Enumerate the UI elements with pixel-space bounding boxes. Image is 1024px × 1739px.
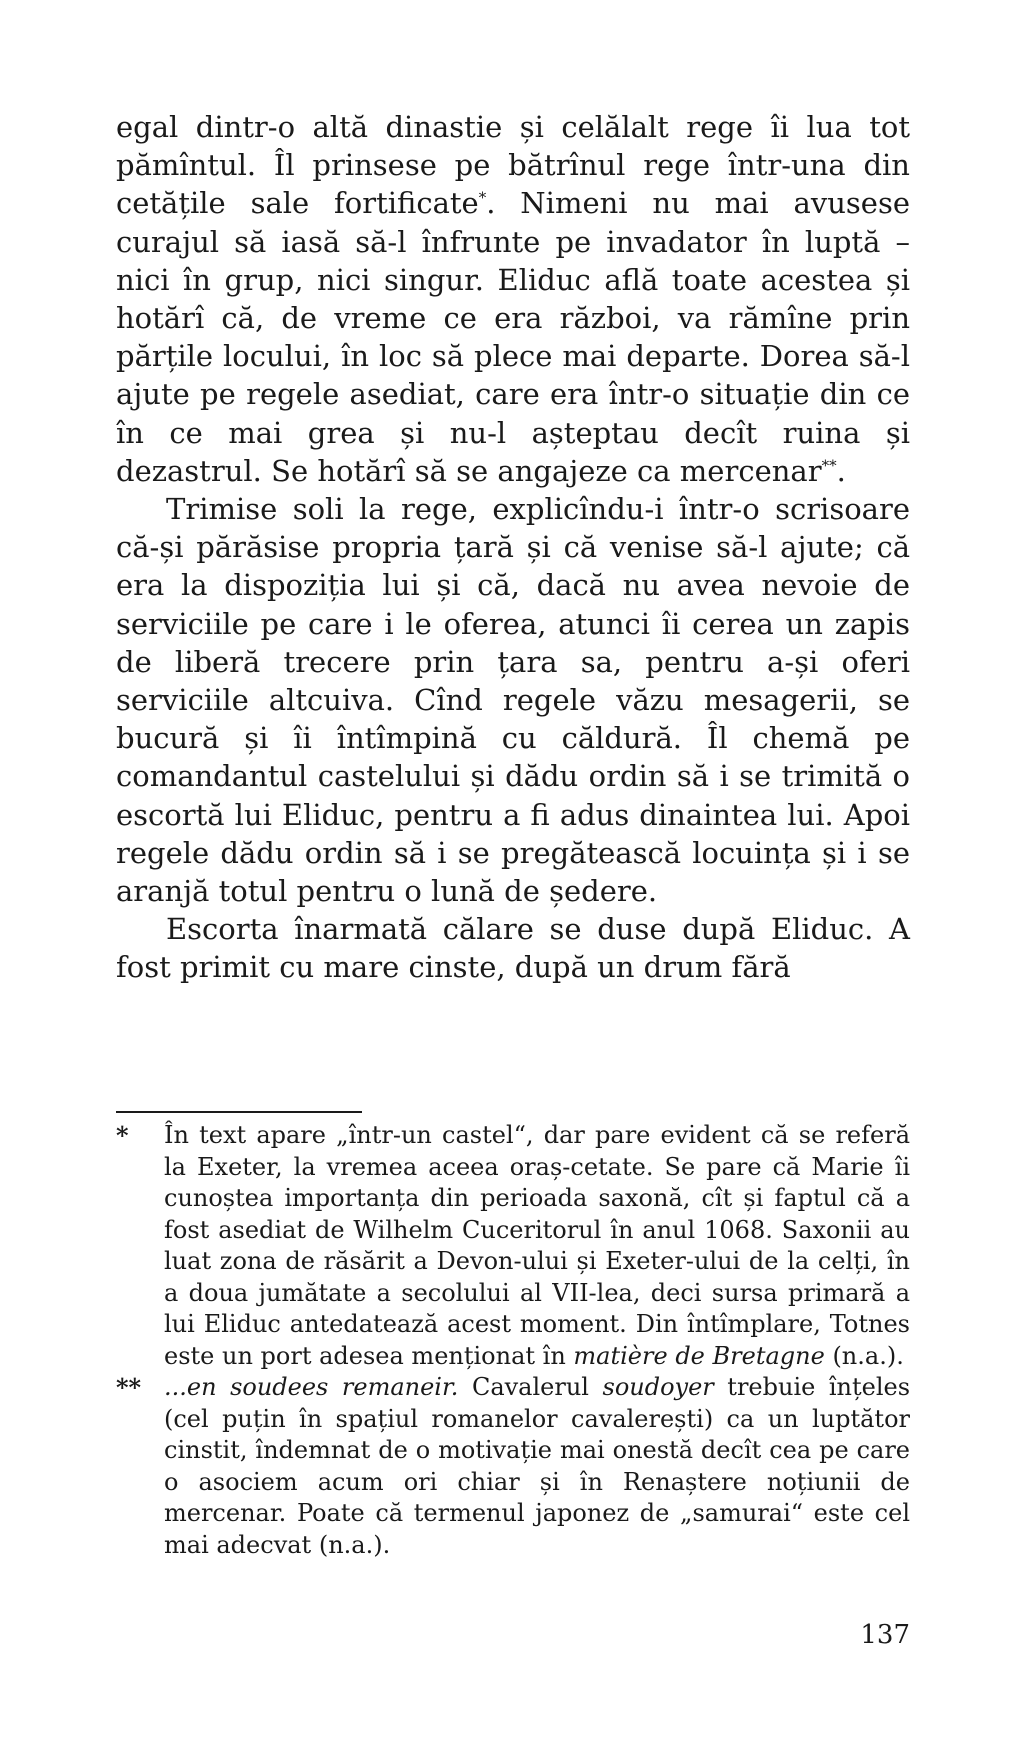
footnotes	[116, 1120, 910, 1561]
footnote-separator	[116, 1111, 362, 1113]
footnote-marker: *	[116, 1121, 129, 1150]
footnote-1	[116, 1120, 910, 1372]
footnote-marker: **	[116, 1373, 142, 1402]
paragraph-1: egal dintr-o altă dinastie și celălalt rege îi lua tot pămîntul. Îl prinsese pe bătrînul rege într-una din cetățile sale fortificate*. Nimeni nu mai avusese curajul să iasă să-l înfrunte pe invadator în luptă – nici în grup, nici singur. Eliduc află toate acestea și hotărî că, de vreme ce era război, va rămîne prin părțile locului, în loc să plece mai departe. Dorea să-l ajute pe regele asediat, care era într-o situație din ce în ce mai grea și nu-l așteptau decît ruina și dezastrul. Se hotărî să se angajeze ca mercenar**.	[116, 110, 910, 488]
footnote-2	[116, 1372, 910, 1561]
main-text	[116, 108, 910, 987]
footnote-ref-2: **	[821, 456, 837, 475]
footnote-text: ...en soudees remaneir. Cavalerul soudoyer trebuie înțeles (cel puțin în spațiul romanelor cavalerești) ca un luptător cinstit, îndemnat de o motivație mai onestă decît cea pe care o asociem acum ori chiar și în Renaștere noțiunii de mercenar. Poate că termenul japonez de „samurai“ este cel mai adecvat (n.a.).	[164, 1373, 911, 1559]
footnote-ref-1: *	[478, 188, 487, 207]
paragraph-2: Trimise soli la rege, explicîndu-i într-o scrisoare că-și părăsise propria țară și că venise să-l ajute; că era la dispoziția lui și că, dacă nu avea nevoie de serviciile pe care i le oferea, atunci îi cerea un zapis de liberă trecere prin țara sa, pentru a-și oferi serviciile altcuiva. Cînd regele văzu mesagerii, se bucură și îi întîmpină cu căldură. Îl chemă pe comandantul castelului și dădu ordin să i se trimită o escortă lui Eliduc, pentru a fi adus dinaintea lui. Apoi regele dădu ordin să i se pregătească locuința și i se aranjă totul pentru o lună de ședere.	[116, 492, 910, 909]
footnote-text: În text apare „într-un castel“, dar pare evident că se referă la Exeter, la vremea aceea oraș-cetate. Se pare că Marie îi cunoștea importanța din perioada saxonă, cît și faptul că a fost asediat de Wilhelm Cuceritorul în anul 1068. Saxonii au luat zona de răsărit a Devon-ului și Exeter-ului de la celți, în a doua jumătate a secolului al VII-lea, deci sursa primară a lui Eliduc antedatează acest moment. Din întîmplare, Totnes este un port adesea menționat în matière de Bretagne (n.a.).	[164, 1121, 910, 1370]
paragraph-3: Escorta înarmată călare se duse după Eliduc. A fost primit cu mare cinste, după un drum fără	[116, 912, 910, 985]
page-number: 137	[860, 1620, 910, 1650]
